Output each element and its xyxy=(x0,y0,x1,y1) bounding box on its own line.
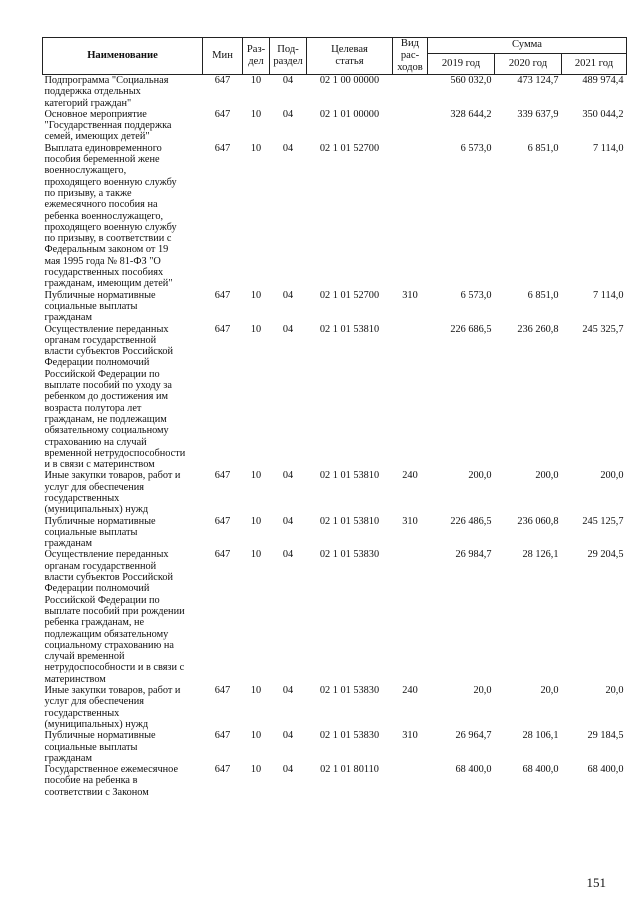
cell-name-line: Осуществление переданных xyxy=(44,549,169,561)
cell-name-line: Публичные нормативные xyxy=(44,515,156,527)
cell-name-line: (муниципальных) нужд xyxy=(44,718,149,730)
header-celevaya-line: статья xyxy=(335,56,364,67)
cell-celevaya: 02 1 01 53810 xyxy=(319,470,380,482)
cell-name-line: Федерации полномочий xyxy=(44,583,150,595)
cell-name-line: ежемесячного пособия на xyxy=(44,199,158,211)
cell-podrazdel: 04 xyxy=(282,515,294,527)
budget-table xyxy=(42,37,627,798)
cell-name-line: власти субъектов Российской xyxy=(44,346,173,358)
cell-celevaya: 02 1 01 53810 xyxy=(319,323,380,335)
cell-sum-2021: 245 325,7 xyxy=(582,323,624,335)
cell-podrazdel: 04 xyxy=(282,764,294,776)
cell-name-line: органам государственной xyxy=(44,334,157,346)
cell-sum-2021: 7 114,0 xyxy=(592,289,624,301)
cell-min: 647 xyxy=(214,142,231,154)
cell-name xyxy=(43,75,203,109)
cell-name-line: семей, имеющих детей" xyxy=(44,131,150,143)
cell-sum-2019: 26 984,7 xyxy=(455,549,492,561)
cell-sum-2020: 200,0 xyxy=(535,470,559,482)
cell-vid: 240 xyxy=(402,685,418,697)
cell-name-line: Российской Федерации по xyxy=(44,594,160,606)
cell-name-line: Осуществление переданных xyxy=(44,323,169,335)
cell-name-line: ребенком до достижения им xyxy=(44,391,169,403)
cell-min: 647 xyxy=(214,549,231,561)
cell-name-line: соответствии с Законом xyxy=(44,786,149,798)
cell-sum-2019: 26 964,7 xyxy=(455,730,492,742)
cell-name-line: и в связи с материнством xyxy=(44,459,155,471)
cell-celevaya: 02 1 01 53810 xyxy=(319,515,380,527)
cell-podrazdel: 04 xyxy=(282,470,294,482)
cell-name-line: подлежащим обязательному xyxy=(44,628,169,640)
cell-vid xyxy=(393,75,428,109)
cell-celevaya: 02 1 01 80110 xyxy=(320,764,379,776)
cell-name-line: Иные закупки товаров, работ и xyxy=(44,470,181,482)
cell-celevaya: 02 1 01 53830 xyxy=(319,685,380,697)
header-vid-line: ходов xyxy=(397,62,423,73)
cell-sum-2019: 560 032,0 xyxy=(450,75,492,86)
header-razdel-line: дел xyxy=(248,56,264,67)
table-row xyxy=(43,516,627,550)
cell-name-line: "Государственная поддержка xyxy=(44,120,172,132)
cell-sum-2019: 20,0 xyxy=(473,685,492,697)
cell-name xyxy=(43,764,203,798)
cell-min: 647 xyxy=(214,764,231,776)
cell-name-line: Основное мероприятие xyxy=(44,108,147,120)
cell-razdel: 10 xyxy=(250,470,262,482)
cell-name-line: материнством xyxy=(44,673,106,685)
cell-vid: 310 xyxy=(402,289,418,301)
header-year-2020: 2020 год xyxy=(495,53,562,74)
header-vid xyxy=(393,38,428,75)
cell-min: 647 xyxy=(214,730,231,742)
cell-name-line: услуг для обеспечения xyxy=(44,481,144,493)
cell-razdel: 10 xyxy=(250,108,262,120)
cell-celevaya: 02 1 01 53830 xyxy=(319,730,380,742)
cell-razdel: 10 xyxy=(250,549,262,561)
cell-vid xyxy=(393,549,428,685)
cell-name-line: временной нетрудоспособности xyxy=(44,447,186,459)
cell-sum-2021: 350 044,2 xyxy=(582,108,624,120)
cell-name-line: пособия беременной жене xyxy=(44,154,160,166)
cell-name-line: гражданам xyxy=(44,312,92,324)
cell-razdel: 10 xyxy=(250,289,262,301)
cell-name xyxy=(43,109,203,143)
header-celevaya xyxy=(307,38,393,75)
cell-sum-2021: 7 114,0 xyxy=(592,142,624,154)
cell-sum-2020: 6 851,0 xyxy=(527,142,559,154)
cell-vid xyxy=(393,109,428,143)
table-body xyxy=(43,75,627,799)
table-row xyxy=(43,470,627,515)
cell-sum-2019: 328 644,2 xyxy=(450,108,492,120)
table-row xyxy=(43,324,627,471)
cell-sum-2020: 28 106,1 xyxy=(522,730,559,742)
cell-celevaya: 02 1 01 53830 xyxy=(319,549,380,561)
cell-sum-2021: 20,0 xyxy=(605,685,624,697)
cell-sum-2021: 29 184,5 xyxy=(587,730,624,742)
header-razdel-line: Раз- xyxy=(246,44,266,55)
header-name: Наименование xyxy=(43,38,203,75)
cell-podrazdel: 04 xyxy=(282,75,294,86)
cell-celevaya: 02 1 01 00000 xyxy=(319,108,380,120)
cell-min: 647 xyxy=(214,323,231,335)
table-row xyxy=(43,143,627,290)
cell-sum-2020: 236 060,8 xyxy=(517,515,559,527)
cell-sum-2019: 6 573,0 xyxy=(460,289,492,301)
cell-name-line: мая 1995 года № 81-ФЗ "О xyxy=(44,255,161,267)
cell-name-line: выплате пособий при рождении xyxy=(44,605,185,617)
table-row xyxy=(43,764,627,798)
cell-name-line: социальному страхованию на xyxy=(44,639,174,651)
table-row xyxy=(43,730,627,764)
cell-name-line: государственных пособиях xyxy=(44,267,164,279)
cell-name-line: социальные выплаты xyxy=(44,300,138,312)
cell-podrazdel: 04 xyxy=(282,549,294,561)
cell-vid xyxy=(393,324,428,471)
cell-name-line: Публичные нормативные xyxy=(44,289,156,301)
cell-min: 647 xyxy=(214,75,231,86)
page-number: 151 xyxy=(586,875,606,890)
cell-name-line: проходящего военную службу xyxy=(44,176,177,188)
cell-name-line: услуг для обеспечения xyxy=(44,696,144,708)
cell-vid: 240 xyxy=(402,470,418,482)
cell-name-line: государственных xyxy=(44,492,120,504)
table-header xyxy=(43,38,627,75)
cell-name-line: социальные выплаты xyxy=(44,741,138,753)
cell-name-line: нетрудоспособности и в связи с xyxy=(44,662,185,674)
cell-name-line: гражданам xyxy=(44,752,92,764)
cell-name-line: (муниципальных) нужд xyxy=(44,504,149,516)
header-summa: Сумма xyxy=(428,38,627,54)
cell-razdel: 10 xyxy=(250,75,262,86)
header-celevaya-line: Целевая xyxy=(331,44,368,55)
table-row xyxy=(43,109,627,143)
cell-sum-2021: 200,0 xyxy=(600,470,624,482)
cell-name-line: ребенка гражданам, не xyxy=(44,617,145,629)
cell-vid xyxy=(393,143,428,290)
cell-razdel: 10 xyxy=(250,730,262,742)
cell-name-line: Федерации полномочий xyxy=(44,357,150,369)
cell-name-line: гражданам, имеющим детей" xyxy=(44,278,173,290)
cell-name-line: ребенка военнослужащего, xyxy=(44,210,164,222)
cell-sum-2019: 226 486,5 xyxy=(450,515,492,527)
cell-sum-2021: 489 974,4 xyxy=(582,75,624,86)
cell-vid xyxy=(393,764,428,798)
header-year-2019: 2019 год xyxy=(428,53,495,74)
table-row xyxy=(43,549,627,685)
cell-min: 647 xyxy=(214,470,231,482)
cell-name-line: власти субъектов Российской xyxy=(44,572,173,584)
cell-name-line: гражданам, не подлежащим xyxy=(44,413,167,425)
cell-name-line: социальные выплаты xyxy=(44,526,138,538)
cell-sum-2020: 473 124,7 xyxy=(517,75,559,86)
cell-name-line: случай временной xyxy=(44,651,125,663)
cell-name-line: Российской Федерации по xyxy=(44,368,160,380)
header-podrazdel-line: раздел xyxy=(273,56,303,67)
cell-name-line: Подпрограмма "Социальная xyxy=(44,75,169,86)
cell-name-line: пособие на ребенка в xyxy=(44,775,138,787)
cell-vid: 310 xyxy=(402,730,418,742)
cell-name-line: Федеральным законом от 19 xyxy=(44,244,169,256)
cell-sum-2019: 68 400,0 xyxy=(455,764,492,776)
cell-sum-2021: 29 204,5 xyxy=(587,549,624,561)
table-row xyxy=(43,685,627,730)
cell-name-line: категорий граждан" xyxy=(44,97,132,109)
table-row xyxy=(43,75,627,109)
cell-name-line: гражданам xyxy=(44,538,92,550)
cell-podrazdel: 04 xyxy=(282,730,294,742)
header-podrazdel-line: Под- xyxy=(277,44,299,55)
cell-name-line: возраста полутора лет xyxy=(44,402,142,414)
cell-razdel: 10 xyxy=(250,764,262,776)
cell-name-line: Государственное ежемесячное xyxy=(44,764,179,776)
cell-razdel: 10 xyxy=(250,142,262,154)
cell-name xyxy=(43,324,203,471)
cell-name-line: Иные закупки товаров, работ и xyxy=(44,685,181,697)
cell-sum-2020: 28 126,1 xyxy=(522,549,559,561)
cell-name-line: военнослужащего, xyxy=(44,165,127,177)
table-row xyxy=(43,290,627,324)
cell-name-line: по призыву, а также xyxy=(44,187,132,199)
cell-min: 647 xyxy=(214,289,231,301)
cell-min: 647 xyxy=(214,108,231,120)
cell-name-line: поддержка отдельных xyxy=(44,86,141,98)
cell-name-line: проходящего военную службу xyxy=(44,221,177,233)
cell-vid: 310 xyxy=(402,515,418,527)
cell-name-line: страхованию на случай xyxy=(44,436,147,448)
header-vid-line: рас- xyxy=(400,50,420,61)
cell-podrazdel: 04 xyxy=(282,142,294,154)
cell-sum-2020: 339 637,9 xyxy=(517,108,559,120)
cell-podrazdel: 04 xyxy=(282,108,294,120)
cell-sum-2019: 200,0 xyxy=(468,470,492,482)
cell-name xyxy=(43,685,203,730)
cell-razdel: 10 xyxy=(250,515,262,527)
header-min: Мин xyxy=(203,38,243,75)
cell-razdel: 10 xyxy=(250,323,262,335)
cell-name xyxy=(43,470,203,515)
cell-sum-2020: 236 260,8 xyxy=(517,323,559,335)
cell-min: 647 xyxy=(214,515,231,527)
header-razdel xyxy=(243,38,270,75)
cell-sum-2020: 68 400,0 xyxy=(522,764,559,776)
cell-sum-2020: 20,0 xyxy=(540,685,559,697)
cell-name-line: Выплата единовременного xyxy=(44,142,162,154)
cell-name xyxy=(43,143,203,290)
header-vid-line: Вид xyxy=(400,38,420,49)
header-podrazdel xyxy=(270,38,307,75)
cell-min: 647 xyxy=(214,685,231,697)
cell-name xyxy=(43,290,203,324)
cell-celevaya: 02 1 00 00000 xyxy=(319,75,380,86)
cell-name-line: выплате пособий по уходу за xyxy=(44,380,172,392)
cell-name-line: государственных xyxy=(44,707,120,719)
cell-celevaya: 02 1 01 52700 xyxy=(319,289,380,301)
cell-name xyxy=(43,549,203,685)
cell-sum-2019: 226 686,5 xyxy=(450,323,492,335)
cell-name-line: органам государственной xyxy=(44,560,157,572)
cell-sum-2021: 68 400,0 xyxy=(587,764,624,776)
cell-name-line: Публичные нормативные xyxy=(44,730,156,742)
cell-celevaya: 02 1 01 52700 xyxy=(319,142,380,154)
cell-sum-2019: 6 573,0 xyxy=(460,142,492,154)
cell-sum-2021: 245 125,7 xyxy=(582,515,624,527)
cell-name xyxy=(43,730,203,764)
cell-razdel: 10 xyxy=(250,685,262,697)
cell-sum-2020: 6 851,0 xyxy=(527,289,559,301)
cell-podrazdel: 04 xyxy=(282,323,294,335)
cell-name-line: по призыву, в соответствии с xyxy=(44,233,172,245)
cell-name xyxy=(43,516,203,550)
cell-podrazdel: 04 xyxy=(282,289,294,301)
header-year-2021: 2021 год xyxy=(562,53,627,74)
cell-podrazdel: 04 xyxy=(282,685,294,697)
cell-name-line: обязательному социальному xyxy=(44,425,169,437)
